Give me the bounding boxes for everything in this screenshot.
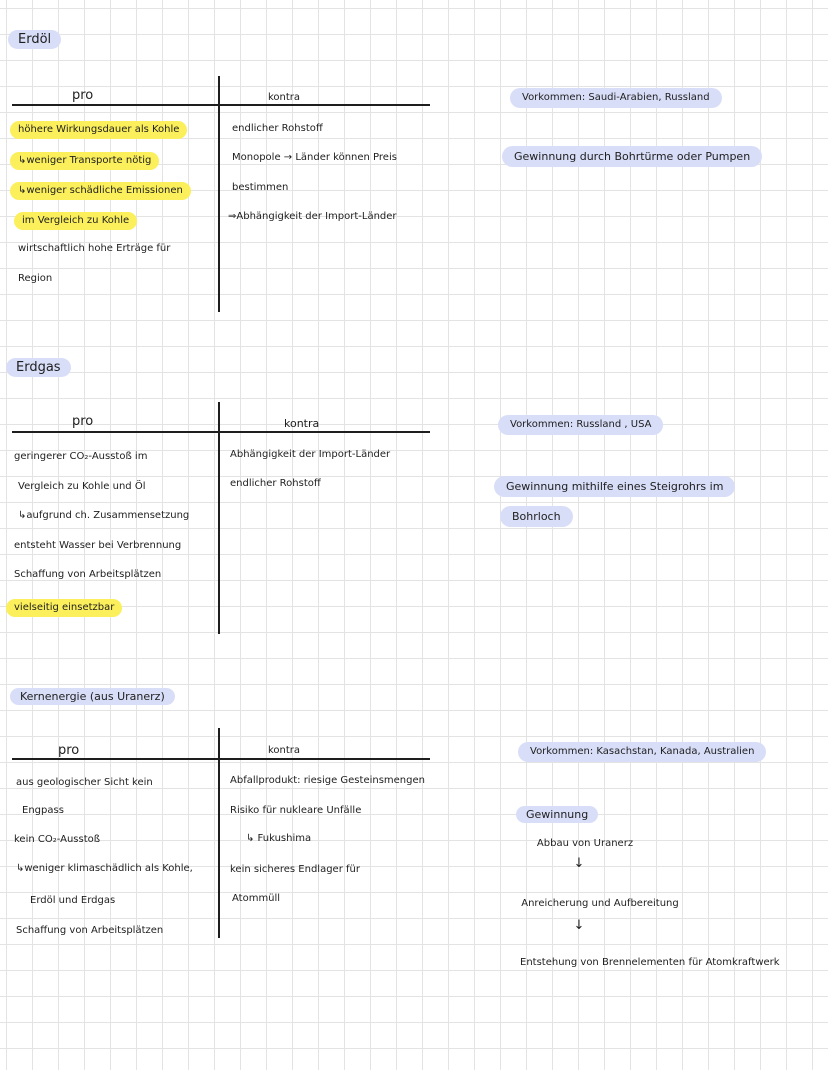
- kernenergie-table-divider-vertical: [218, 728, 220, 938]
- erdgas-title: Erdgas: [6, 358, 71, 377]
- erdgas-pro-item: ↳aufgrund ch. Zusammensetzung: [18, 510, 190, 521]
- kernenergie-pro-item: Engpass: [22, 805, 64, 816]
- kernenergie-title: Kernenergie (aus Uranerz): [10, 688, 175, 705]
- kernenergie-pro-item: kein CO₂-Ausstoß: [14, 834, 101, 845]
- arrow-down-icon: ↓: [573, 918, 585, 933]
- erdoel-pro-item: Region: [18, 273, 53, 284]
- kernenergie-step-3: Entstehung von Brennelementen für Atomkraftwerk: [520, 957, 780, 968]
- erdoel-pro-item: höhere Wirkungsdauer als Kohle: [10, 121, 187, 139]
- erdgas-table-divider-horizontal: [12, 431, 430, 433]
- erdgas-pro-item: geringerer CO₂-Ausstoß im: [14, 451, 148, 462]
- erdgas-kontra-item: Abhängigkeit der Import-Länder: [230, 449, 391, 460]
- erdoel-pro-item: ↳weniger Transporte nötig: [10, 152, 159, 170]
- erdgas-vorkommen: Vorkommen: Russland , USA: [498, 415, 663, 435]
- kernenergie-kontra-header: kontra: [268, 745, 301, 756]
- erdgas-pro-item: Schaffung von Arbeitsplätzen: [14, 569, 162, 580]
- kernenergie-pro-item: aus geologischer Sicht kein: [16, 777, 153, 788]
- erdgas-kontra-item: endlicher Rohstoff: [230, 478, 321, 489]
- kernenergie-vorkommen: Vorkommen: Kasachstan, Kanada, Australien: [518, 742, 766, 762]
- erdgas-pro-item: vielseitig einsetzbar: [6, 599, 122, 617]
- erdoel-pro-item: wirtschaftlich hohe Erträge für: [18, 243, 171, 254]
- kernenergie-kontra-item: Abfallprodukt: riesige Gesteinsmengen: [230, 775, 425, 786]
- erdoel-pro-item: im Vergleich zu Kohle: [14, 212, 137, 230]
- erdoel-kontra-item: bestimmen: [232, 182, 289, 193]
- erdoel-title: Erdöl: [8, 30, 61, 49]
- kernenergie-pro-header: pro: [58, 743, 80, 758]
- erdoel-pro-header: pro: [72, 88, 94, 103]
- erdoel-gewinnung: Gewinnung durch Bohrtürme oder Pumpen: [502, 146, 762, 167]
- erdgas-gewinnung-line2: Bohrloch: [500, 506, 573, 527]
- kernenergie-pro-item: Erdöl und Erdgas: [30, 895, 116, 906]
- erdgas-table-divider-vertical: [218, 402, 220, 634]
- kernenergie-kontra-item: ↳ Fukushima: [246, 833, 312, 844]
- kernenergie-kontra-item: Atommüll: [232, 893, 281, 904]
- erdoel-pro-item: ↳weniger schädliche Emissionen: [10, 182, 191, 200]
- kernenergie-table-divider-horizontal: [12, 758, 430, 760]
- erdgas-pro-item: entsteht Wasser bei Verbrennung: [14, 540, 182, 551]
- arrow-down-icon: ↓: [573, 856, 585, 871]
- erdoel-kontra-item: endlicher Rohstoff: [232, 123, 323, 134]
- erdoel-table-divider-vertical: [218, 76, 220, 312]
- erdoel-table-divider-horizontal: [12, 104, 430, 106]
- kernenergie-step-1: Abbau von Uranerz: [536, 838, 634, 849]
- kernenergie-pro-item: Schaffung von Arbeitsplätzen: [16, 925, 164, 936]
- erdoel-kontra-item: ⇒Abhängigkeit der Import-Länder: [228, 211, 397, 222]
- kernenergie-kontra-item: Risiko für nukleare Unfälle: [230, 805, 362, 816]
- erdgas-gewinnung-line1: Gewinnung mithilfe eines Steigrohrs im: [494, 476, 735, 497]
- kernenergie-gewinnung-title: Gewinnung: [516, 806, 598, 823]
- erdgas-kontra-header: kontra: [284, 417, 320, 430]
- kernenergie-pro-item: ↳weniger klimaschädlich als Kohle,: [16, 863, 193, 874]
- kernenergie-kontra-item: kein sicheres Endlager für: [230, 864, 360, 875]
- erdoel-kontra-item: Monopole → Länder können Preis: [232, 152, 397, 163]
- erdoel-vorkommen: Vorkommen: Saudi-Arabien, Russland: [510, 88, 722, 108]
- erdoel-kontra-header: kontra: [268, 92, 301, 103]
- erdgas-pro-header: pro: [72, 414, 94, 429]
- kernenergie-step-2: Anreicherung und Aufbereitung: [521, 898, 679, 909]
- erdgas-pro-item: Vergleich zu Kohle und Öl: [18, 481, 146, 492]
